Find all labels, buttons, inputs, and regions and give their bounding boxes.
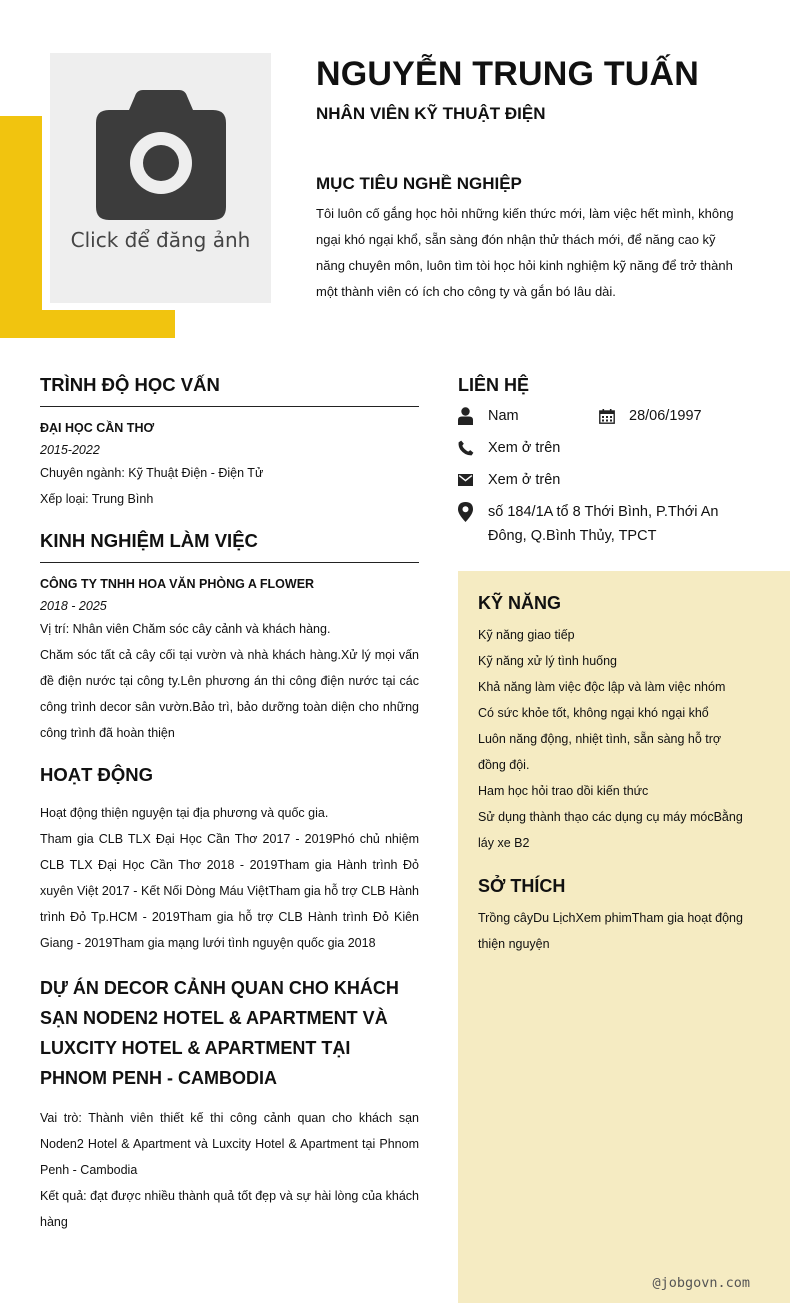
skill-item: Kỹ năng giao tiếp [478,628,575,642]
objective-text: Tôi luôn cố gắng học hỏi những kiến thức mới, làm việc hết mình, không ngại khó ngại khổ, sẵn sàng đón nhận thử thách mới, để năng cao kỹ năng chuyên môn, luôn tìm tòi học hỏi kinh nghiệm kỹ năng để trở thành một thành viên có ích cho công ty và gắn bó lâu dài. [316,206,734,299]
contact-address-value: số 184/1A tổ 8 Thới Bình, P.Thới An Đông, Q.Bình Thủy, TPCT [488,504,719,544]
experience-title: KINH NGHIỆM LÀM VIỆC [40,530,258,551]
experience-description: Chăm sóc tất cả cây cối tại vườn và nhà khách hàng.Xử lý mọi vấn đề điện nước tại công ty.Lên phương án thi công điện nước tại các công trình decor sân vườn.Bảo trì, bảo dưỡng toàn diện cho những công trình đã hoàn thiện [40,648,419,740]
skill-item: Có sức khỏe tốt, không ngại khó ngại khổ [478,706,709,720]
camera-icon [95,90,227,220]
objective-title: MỤC TIÊU NGHỀ NGHIỆP [316,174,522,193]
contact-phone-value: Xem ở trên [488,440,561,456]
skills-title: KỸ NĂNG [478,593,562,613]
project-section [40,973,419,1235]
contact-birthday [599,404,702,428]
experience-section [40,530,419,746]
accent-bar-horizontal [0,310,175,338]
experience-period: 2018 - 2025 [40,599,107,613]
phone-icon [458,436,488,460]
hobbies-section [478,876,748,957]
project-title: DỰ ÁN DECOR CẢNH QUAN CHO KHÁCH SẠN NODEN2 HOTEL & APARTMENT VÀ LUXCITY HOTEL & APARTMENT TẠI PHNOM PENH - CAMBODIA [40,978,399,1088]
job-title: NHÂN VIÊN KỸ THUẬT ĐIỆN [316,104,546,123]
contact-email[interactable] [458,468,560,492]
education-section [40,374,419,512]
skill-item: Luôn năng động, nhiệt tình, sẵn sàng hỗ trợ đồng đội. [478,732,722,772]
skill-item: Khả năng làm việc độc lập và làm việc nhóm [478,680,726,694]
education-grade: Xếp loại: Trung Bình [40,492,154,506]
calendar-icon [599,404,629,428]
mail-icon [458,468,488,492]
photo-upload[interactable] [50,53,271,303]
education-period: 2015-2022 [40,443,100,457]
accent-bar-vertical [0,116,42,338]
contact-phone[interactable] [458,436,560,460]
skills-section [478,593,748,856]
photo-upload-label: Click để đăng ảnh [70,228,251,252]
contact-gender [458,404,519,428]
activities-section [40,764,419,956]
skill-item: Ham học hỏi trao dồi kiến thức [478,784,649,798]
contact-birthday-value: 28/06/1997 [629,408,702,424]
person-icon [458,404,488,428]
candidate-name: NGUYỄN TRUNG TUẤN [316,55,700,93]
project-role: Vai trò: Thành viên thiết kế thi công cảnh quan cho khách sạn Noden2 Hotel & Apartment và Luxcity Hotel & Apartment tại Phnom Penh - Cambodia [40,1111,419,1177]
education-school: ĐẠI HỌC CẦN THƠ [40,421,155,435]
contact-address [458,500,748,548]
watermark: @jobgovn.com [652,1275,750,1291]
location-pin-icon [458,500,488,524]
hobbies-text: Trồng câyDu LịchXem phimTham gia hoạt động thiện nguyện [478,911,743,951]
contact-email-value: Xem ở trên [488,472,561,488]
skill-item: Sử dụng thành thạo các dụng cụ máy mócBằng láy xe B2 [478,810,743,850]
activities-line-2: Tham gia CLB TLX Đại Học Cần Thơ 2017 - 2019Phó chủ nhiệm CLB TLX Đại Học Cần Thơ 2018 - 2019Tham gia Hành trình Đỏ xuyên Việt 2017 - Kết Nối Dòng Máu ViệtTham gia hỗ trợ CLB Hành trình Đỏ Tp.HCM - 2019Tham gia hỗ trợ CLB Hành trình Đỏ Kiên Giang - 2019Tham gia mạng lưới tình nguyện quốc gia 2018 [40,832,419,950]
hobbies-title: SỞ THÍCH [478,876,566,896]
skill-item: Kỹ năng xử lý tình huống [478,654,618,668]
skills-panel [458,571,790,1303]
experience-company: CÔNG TY TNHH HOA VĂN PHÒNG A FLOWER [40,577,315,591]
contact-title: LIÊN HỆ [458,375,530,395]
left-column [40,374,419,1235]
activities-title: HOẠT ĐỘNG [40,764,154,785]
contact-gender-value: Nam [488,408,519,424]
education-major: Chuyên ngành: Kỹ Thuật Điện - Điện Tử [40,466,264,480]
education-title: TRÌNH ĐỘ HỌC VẤN [40,374,220,395]
education-divider [40,406,419,407]
experience-divider [40,562,419,563]
project-result: Kết quả: đạt được nhiều thành quả tốt đẹp và sự hài lòng của khách hàng [40,1189,419,1229]
experience-position: Vị trí: Nhân viên Chăm sóc cây cảnh và khách hàng. [40,622,331,636]
activities-line-1: Hoạt động thiện nguyện tại địa phương và quốc gia. [40,806,329,820]
